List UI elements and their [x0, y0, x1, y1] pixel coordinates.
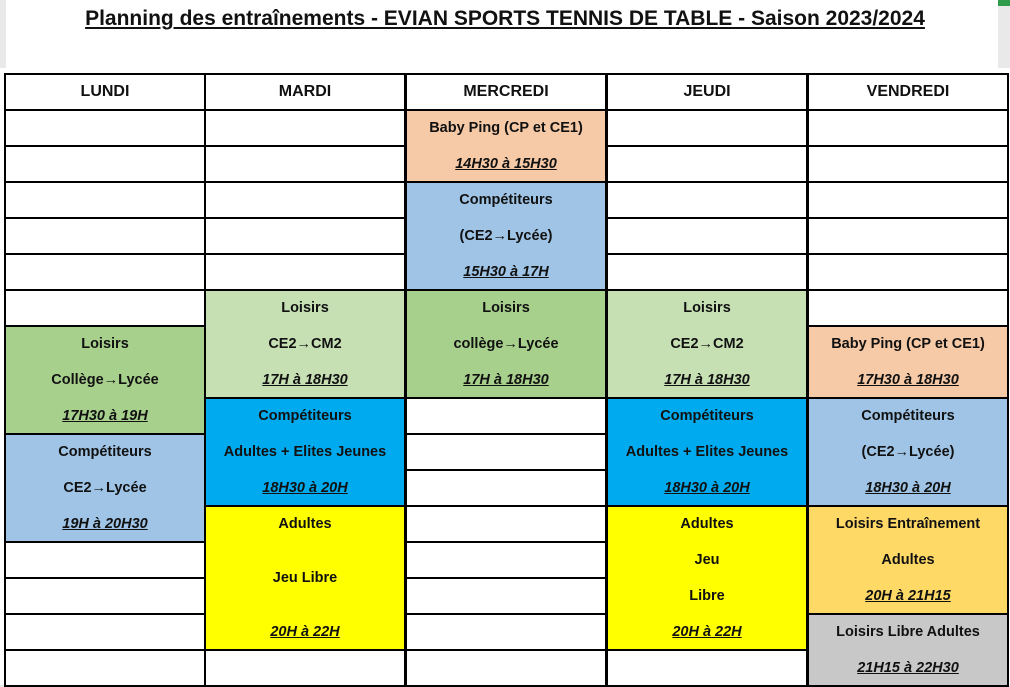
empty-slot: [4, 577, 206, 615]
empty-slot: [4, 649, 206, 687]
session-label: Compétiteurs: [861, 408, 955, 424]
empty-slot: [606, 109, 808, 147]
session-label: Adultes + Elites Jeunes: [625, 444, 789, 460]
session-label: CE2→Lycée: [63, 480, 147, 496]
session-label: Jeu: [694, 552, 720, 568]
session-label: Adultes + Elites Jeunes: [223, 444, 387, 460]
session-label: Libre: [689, 588, 725, 604]
empty-slot: [4, 181, 206, 219]
session-label: Adultes: [680, 516, 734, 532]
session-label: Loisirs: [281, 300, 329, 316]
empty-slot: [606, 181, 808, 219]
session-label: (CE2→Lycée): [459, 228, 553, 244]
session-jeu-adultes: [606, 505, 808, 651]
session-label: Baby Ping (CP et CE1): [831, 336, 985, 352]
empty-slot: [4, 541, 206, 579]
session-time: 20H à 21H15: [865, 588, 951, 604]
session-time: 21H15 à 22H30: [857, 660, 959, 676]
session-time: 18H30 à 20H: [262, 480, 348, 496]
session-time: 19H à 20H30: [62, 516, 148, 532]
day-header-lundi: LUNDI: [4, 73, 206, 111]
session-label: Loisirs: [482, 300, 530, 316]
session-time: 17H à 18H30: [664, 372, 750, 388]
session-label: Loisirs Libre Adultes: [836, 624, 980, 640]
session-label: Compétiteurs: [58, 444, 152, 460]
empty-slot: [4, 145, 206, 183]
session-label: Baby Ping (CP et CE1): [429, 120, 583, 136]
session-ven-loisirs-entrainement: [807, 505, 1009, 615]
session-label: Compétiteurs: [459, 192, 553, 208]
empty-slot: [405, 469, 607, 507]
session-label: (CE2→Lycée): [861, 444, 955, 460]
empty-slot: [807, 289, 1009, 327]
session-label: Loisirs: [683, 300, 731, 316]
empty-slot: [4, 289, 206, 327]
session-label: Adultes: [881, 552, 935, 568]
session-mer-baby-ping: [405, 109, 607, 183]
corner-mark: [998, 0, 1010, 6]
empty-slot: [204, 649, 406, 687]
session-label: Compétiteurs: [258, 408, 352, 424]
empty-slot: [405, 613, 607, 651]
empty-slot: [4, 109, 206, 147]
session-time: 17H à 18H30: [262, 372, 348, 388]
empty-slot: [405, 433, 607, 471]
session-label: Adultes: [278, 516, 332, 532]
session-lun-competiteurs: [4, 433, 206, 543]
empty-slot: [204, 253, 406, 291]
day-header-vendredi: VENDREDI: [807, 73, 1009, 111]
empty-slot: [606, 217, 808, 255]
session-mar-competiteurs: [204, 397, 406, 507]
session-label: collège→Lycée: [453, 336, 559, 352]
session-label: CE2→CM2: [670, 336, 744, 352]
empty-slot: [4, 253, 206, 291]
session-time: 18H30 à 20H: [664, 480, 750, 496]
session-jeu-competiteurs: [606, 397, 808, 507]
session-mar-loisirs: [204, 289, 406, 399]
empty-slot: [606, 145, 808, 183]
day-header-mardi: MARDI: [204, 73, 406, 111]
session-lun-loisirs: [4, 325, 206, 435]
session-label: Loisirs Entraînement: [835, 516, 981, 532]
session-jeu-loisirs: [606, 289, 808, 399]
session-ven-baby-ping: [807, 325, 1009, 399]
empty-slot: [204, 109, 406, 147]
session-time: 15H30 à 17H: [463, 264, 549, 280]
session-ven-loisirs-libre: [807, 613, 1009, 687]
session-label: Loisirs: [81, 336, 129, 352]
empty-slot: [405, 397, 607, 435]
empty-slot: [807, 217, 1009, 255]
empty-slot: [405, 505, 607, 543]
empty-slot: [807, 109, 1009, 147]
session-time: 17H30 à 19H: [62, 408, 148, 424]
empty-slot: [606, 253, 808, 291]
day-header-mercredi: MERCREDI: [405, 73, 607, 111]
session-time: 20H à 22H: [672, 624, 742, 640]
session-mer-competiteurs: [405, 181, 607, 291]
session-time: 18H30 à 20H: [865, 480, 951, 496]
session-label: Jeu Libre: [272, 570, 338, 586]
session-time: 17H à 18H30: [463, 372, 549, 388]
day-header-jeudi: JEUDI: [606, 73, 808, 111]
empty-slot: [405, 541, 607, 579]
page-title: Planning des entraînements - EVIAN SPORTS TENNIS DE TABLE - Saison 2023/2024: [85, 7, 925, 30]
session-label: CE2→CM2: [268, 336, 342, 352]
empty-slot: [204, 145, 406, 183]
schedule-grid: [0, 68, 1010, 685]
empty-slot: [4, 613, 206, 651]
empty-slot: [204, 217, 406, 255]
empty-slot: [807, 253, 1009, 291]
session-mer-loisirs: [405, 289, 607, 399]
session-time: 14H30 à 15H30: [455, 156, 557, 172]
empty-slot: [807, 181, 1009, 219]
empty-slot: [807, 145, 1009, 183]
session-ven-competiteurs: [807, 397, 1009, 507]
session-mar-adultes: [204, 505, 406, 651]
session-label: Compétiteurs: [660, 408, 754, 424]
empty-slot: [606, 649, 808, 687]
empty-slot: [405, 577, 607, 615]
empty-slot: [405, 649, 607, 687]
session-time: 20H à 22H: [270, 624, 340, 640]
empty-slot: [204, 181, 406, 219]
session-label: Collège→Lycée: [51, 372, 159, 388]
empty-slot: [4, 217, 206, 255]
session-time: 17H30 à 18H30: [857, 372, 959, 388]
